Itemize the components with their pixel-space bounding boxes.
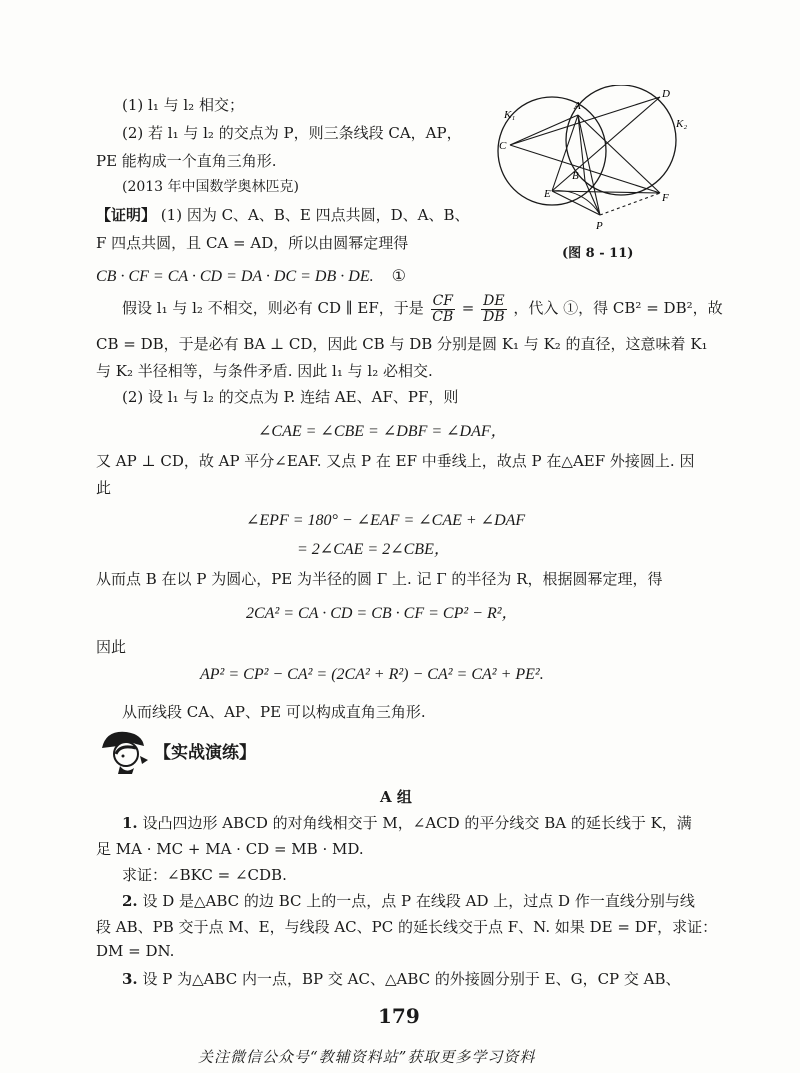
label-d: D [662,88,670,100]
proof-p2a-pre: 假设 l₁ 与 l₂ 不相交，则必有 CD ∥ EF，于是 [122,299,424,318]
fraction-2-denominator: DB [483,308,505,325]
proof-p7: 从而线段 CA、AP、PE 可以构成直角三角形. [122,703,426,721]
equation-3b: = 2∠CAE = 2∠CBE， [297,541,450,558]
label-a: A [574,100,581,112]
proof-heading: 【证明】 [96,206,157,224]
fraction-cf-cb [431,294,455,324]
exercise-3a: 设 P 为△ABC 内一点，BP 交 AC、△ABC 的外接圆分别于 E、G，CP 交 AB、 [142,970,681,988]
label-b: B [572,170,579,182]
label-e: E [544,188,551,200]
fraction-2-numerator: DE [483,293,505,309]
geometry-figure [490,85,690,235]
equation-1: CB · CF = CA · CD = DA · DC = DB · DE. [96,268,374,285]
exercise-2c: DM = DN. [96,942,175,960]
label-p: P [596,220,603,232]
figure-lines [510,97,660,215]
equation-4: 2CA² = CA · CD = CB · CF = CP² − R²， [246,605,518,622]
fraction-de-db [481,294,506,324]
equation-3a: ∠EPF = 180° − ∠EAF = ∠CAE + ∠DAF [246,512,526,529]
proof-p4a: 又 AP ⊥ CD，故 AP 平分∠EAF. 又点 P 在 EF 中垂线上，故点 P 在△AEF 外接圆上. 因 [96,452,695,470]
label-f: F [662,192,669,204]
circle-k2 [566,85,676,195]
figure-caption: (图 8 - 11) [562,246,634,261]
group-label: A 组 [380,788,412,806]
section-title: 【实战演练】 [154,743,256,763]
proof-p2b: CB = DB，于是必有 BA ⊥ CD，因此 CB 与 DB 分别是圆 K₁ 与 K₂ 的直径，这意味着 K₁ [96,335,708,353]
page-number: 179 [378,1004,420,1028]
dashed-line-pf [600,193,660,215]
exercise-3-number: 3. [122,970,138,988]
fraction-equals: = [461,299,475,318]
proof-p1a: (1) 因为 C、A、B、E 四点共圆，D、A、B、 [160,206,470,224]
proof-p2a-post: ，代入 ①，得 CB² = DB²，故 [513,299,723,318]
problem-item-1: (1) l₁ 与 l₂ 相交； [122,96,244,114]
exercise-1-number: 1. [122,814,138,832]
mascot-icon [96,726,152,776]
equation-1-tag: ① [391,268,406,285]
exercise-1a: 设凸四边形 ABCD 的对角线相交于 M，∠ACD 的平分线交 BA 的延长线于 K，满 [142,814,692,832]
label-k1: K₁ [504,109,516,121]
proof-p3: (2) 设 l₁ 与 l₂ 的交点为 P. 连结 AE、AF、PF，则 [122,388,459,406]
exercise-1b: 足 MA · MC + MA · CD = MB · MD. [96,840,364,858]
footer-note: 关注微信公众号“教辅资料站”获取更多学习资料 [198,1048,536,1066]
proof-p5: 从而点 B 在以 P 为圆心，PE 为半径的圆 Γ 上. 记 Γ 的半径为 R，根据圆幂定理，得 [96,570,663,588]
proof-p4b: 此 [96,479,112,497]
proof-p6: 因此 [96,638,127,656]
equation-5: AP² = CP² − CA² = (2CA² + R²) − CA² = CA² + PE². [200,666,544,683]
exercise-2-number: 2. [122,892,138,910]
proof-p2c: 与 K₂ 半径相等，与条件矛盾. 因此 l₁ 与 l₂ 必相交. [96,362,433,380]
label-c: C [499,140,507,152]
fraction-1-numerator: CF [432,293,454,309]
problem-item-2a: (2) 若 l₁ 与 l₂ 的交点为 P，则三条线段 CA，AP， [122,124,462,142]
exercise-1c: 求证：∠BKC = ∠CDB. [122,866,287,884]
exercise-2b: 段 AB、PB 交于点 M、E，与线段 AC、PC 的延长线交于点 F、N. 如果 DE = DF，求证： [96,918,718,936]
proof-p1b: F 四点共圆，且 CA = AD，所以由圆幂定理得 [96,234,409,252]
label-k2: K₂ [676,118,688,130]
exercise-2a: 设 D 是△ABC 的边 BC 上的一点，点 P 在线段 AD 上，过点 D 作一直线分别与线 [142,892,695,910]
fraction-1-denominator: CB [432,308,454,325]
equation-2: ∠CAE = ∠CBE = ∠DBF = ∠DAF， [258,423,507,440]
figure-svg [490,85,690,235]
problem-source: (2013 年中国数学奥林匹克) [122,179,300,195]
problem-item-2b: PE 能构成一个直角三角形. [96,152,277,170]
